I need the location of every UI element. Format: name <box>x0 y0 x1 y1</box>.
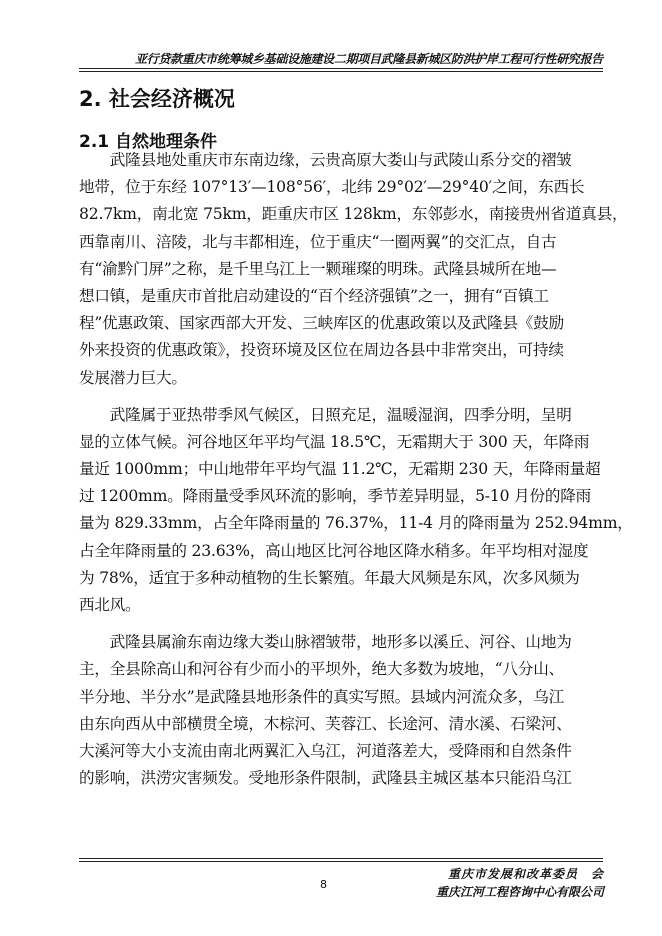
section-heading: 2. 社会经济概况 <box>79 87 235 111</box>
footer-divider <box>79 858 603 859</box>
footer-org-line-1: 重庆市发展和改革委员 会 <box>447 867 604 881</box>
paragraph-1 <box>79 147 628 392</box>
subsection-heading: 2.1 自然地理条件 <box>79 132 218 152</box>
header-divider-secondary <box>79 71 603 72</box>
text-line: 程”优惠政策、国家西部大开发、三峡库区的优惠政策以及武隆县《鼓励 <box>79 314 564 333</box>
footer-divider-secondary <box>79 861 603 862</box>
text-line: 为 78%，适宜于多种动植物的生长繁殖。年最大风频是东风，次多风频为 <box>79 568 580 587</box>
text-line: 显的立体气候。河谷地区年平均气温 18.5℃，无霜期大于 300 天，年降雨 <box>79 432 590 451</box>
text-line: 地带，位于东经 107°13′—108°56′，北纬 29°02′—29°40′之间，东西长 <box>79 178 585 197</box>
text-line: 由东向西从中部横贯全境，木棕河、芙蓉江、长途河、清水溪、石梁河、 <box>79 714 572 733</box>
paragraph-3 <box>79 629 599 792</box>
text-line: 82.7km，南北宽 75km，距重庆市区 128km，东邻彭水，南接贵州省道真县， <box>79 205 628 224</box>
text-line: 大溪河等大小支流由南北两翼汇入乌江，河道落差大，受降雨和自然条件 <box>79 741 572 760</box>
text-line: 武隆县属渝东南边缘大娄山脉褶皱带，地形多以溪丘、河谷、山地为 <box>79 633 572 652</box>
text-line: 过 1200mm。降雨量受季风环流的影响，季节差异明显，5-10 月份的降雨 <box>79 487 592 506</box>
text-line: 有“渝黔门屏”之称，是千里乌江上一颗璀璨的明珠。武隆县城所在地— <box>79 259 557 278</box>
running-header: 亚行贷款重庆市统筹城乡基础设施建设二期项目武隆县新城区防洪护岸工程可行性研究报告 <box>134 52 603 66</box>
text-line: 的影响，洪涝灾害频发。受地形条件限制，武隆县主城区基本只能沿乌江 <box>79 769 572 788</box>
paragraph-2 <box>79 402 633 620</box>
text-line: 半分地、半分水”是武隆县地形条件的真实写照。县域内河流众多，乌江 <box>79 687 564 706</box>
text-line: 外来投资的优惠政策》，投资环境及区位在周边各县中非常突出，可持续 <box>79 341 564 360</box>
text-line: 西北风。 <box>79 596 141 614</box>
header-divider <box>79 68 603 69</box>
body-text <box>79 147 633 802</box>
text-line: 武隆县地处重庆市东南边缘，云贵高原大娄山与武陵山系分交的褶皱 <box>79 151 572 169</box>
text-line: 发展潜力巨大。 <box>79 368 187 387</box>
text-line: 武隆属于亚热带季风气候区，日照充足，温暖湿润，四季分明，呈明 <box>79 405 572 424</box>
page-number: 8 <box>320 878 327 891</box>
text-line: 占全年降雨量的 23.63%，高山地区比河谷地区降水稍多。年平均相对湿度 <box>79 541 589 560</box>
text-line: 量近 1000mm；中山地带年平均气温 11.2℃，无霜期 230 天，年降雨量超 <box>79 460 601 479</box>
text-line: 西靠南川、涪陵，北与丰都相连，位于重庆“一圈两翼”的交汇点，自古 <box>79 232 557 251</box>
text-line: 主，全县除高山和河谷有少而小的平坝外，绝大多数为坡地，“八分山、 <box>79 660 564 679</box>
text-line: 量为 829.33mm，占全年降雨量的 76.37%，11-4 月的降雨量为 252.94mm， <box>79 514 633 533</box>
footer-org-line-2: 重庆江河工程咨询中心有限公司 <box>435 885 604 899</box>
text-line: 想口镇，是重庆市首批启动建设的“百个经济强镇”之一，拥有“百镇工 <box>79 286 549 305</box>
